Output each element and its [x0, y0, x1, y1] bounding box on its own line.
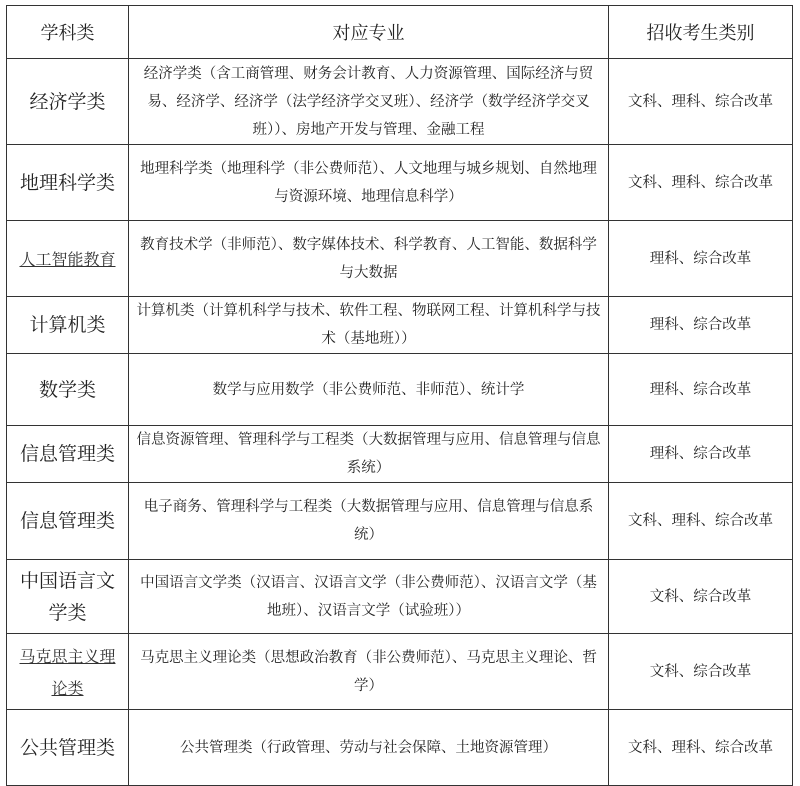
majors-cell: 中国语言文学类（汉语言、汉语言文学（非公费师范）、汉语言文学（基地班）、汉语言文学（试验班））: [129, 560, 609, 634]
category-cell: 计算机类: [7, 297, 129, 354]
category-cell: 地理科学类: [7, 145, 129, 221]
table-row: [7, 145, 793, 221]
majors-table: [6, 5, 793, 786]
students-cell: 文科、理科、综合改革: [609, 483, 793, 560]
category-cell: 中国语言文学类: [7, 560, 129, 634]
majors-cell: 教育技术学（非师范）、数字媒体技术、科学教育、人工智能、数据科学与大数据: [129, 221, 609, 297]
students-cell: 文科、理科、综合改革: [609, 145, 793, 221]
students-cell: 文科、综合改革: [609, 634, 793, 710]
students-cell: 文科、理科、综合改革: [609, 710, 793, 786]
header-majors: 对应专业: [129, 6, 609, 59]
category-cell: 信息管理类: [7, 426, 129, 483]
category-cell[interactable]: [7, 634, 129, 710]
majors-cell: 公共管理类（行政管理、劳动与社会保障、土地资源管理）: [129, 710, 609, 786]
students-cell: 理科、综合改革: [609, 221, 793, 297]
students-cell: 理科、综合改革: [609, 426, 793, 483]
majors-cell: 计算机类（计算机科学与技术、软件工程、物联网工程、计算机科学与技术（基地班））: [129, 297, 609, 354]
table-row: [7, 354, 793, 426]
table-row: [7, 297, 793, 354]
majors-cell: 电子商务、管理科学与工程类（大数据管理与应用、信息管理与信息系统）: [129, 483, 609, 560]
table-row: [7, 560, 793, 634]
students-cell: 理科、综合改革: [609, 354, 793, 426]
category-link[interactable]: 人工智能教育: [19, 249, 116, 269]
category-cell: 经济学类: [7, 59, 129, 145]
majors-cell: 数学与应用数学（非公费师范、非师范）、统计学: [129, 354, 609, 426]
table-row: [7, 483, 793, 560]
table-row: [7, 221, 793, 297]
majors-cell: 地理科学类（地理科学（非公费师范）、人文地理与城乡规划、自然地理与资源环境、地理信息科学）: [129, 145, 609, 221]
category-link[interactable]: 马克思主义理论类: [19, 646, 116, 698]
category-cell: 公共管理类: [7, 710, 129, 786]
category-cell[interactable]: [7, 221, 129, 297]
header-row: [7, 6, 793, 59]
table-row: [7, 426, 793, 483]
header-category: 学科类: [7, 6, 129, 59]
majors-cell: 经济学类（含工商管理、财务会计教育、人力资源管理、国际经济与贸易、经济学、经济学（法学经济学交叉班）、经济学（数学经济学交叉班））、房地产开发与管理、金融工程: [129, 59, 609, 145]
students-cell: 理科、综合改革: [609, 297, 793, 354]
header-students: 招收考生类别: [609, 6, 793, 59]
table-row: [7, 710, 793, 786]
students-cell: 文科、综合改革: [609, 560, 793, 634]
students-cell: 文科、理科、综合改革: [609, 59, 793, 145]
table-row: [7, 59, 793, 145]
category-cell: 信息管理类: [7, 483, 129, 560]
table-row: [7, 634, 793, 710]
category-cell: 数学类: [7, 354, 129, 426]
majors-cell: 马克思主义理论类（思想政治教育（非公费师范）、马克思主义理论、哲学）: [129, 634, 609, 710]
majors-cell: 信息资源管理、管理科学与工程类（大数据管理与应用、信息管理与信息系统）: [129, 426, 609, 483]
